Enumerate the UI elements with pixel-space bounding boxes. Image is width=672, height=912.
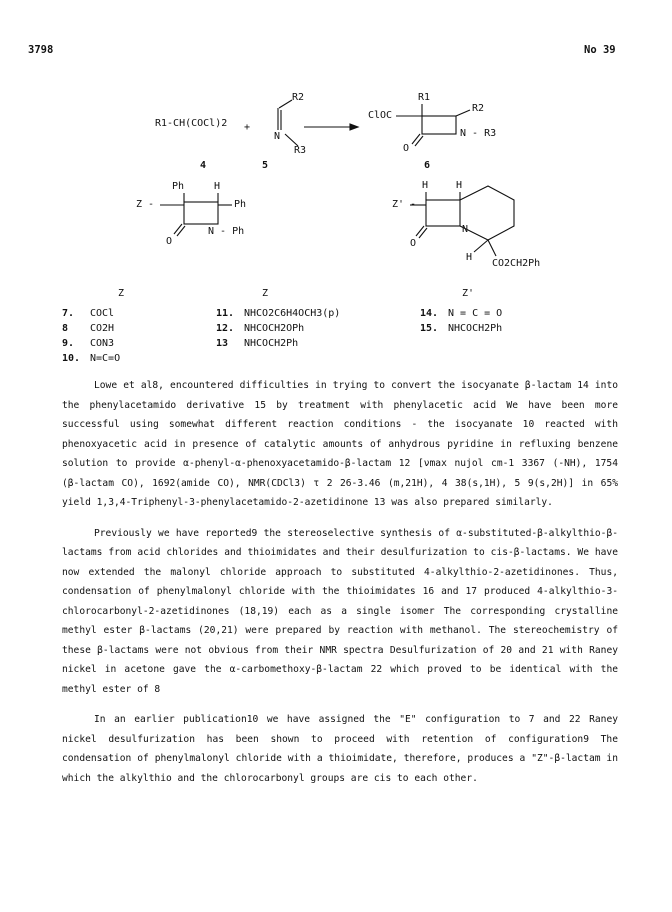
reaction-schemes: [0, 0, 672, 376]
paragraph-2: Previously we have reported9 the stereoselective synthesis of α-substituted-β-alkylthio-β-lactams from acid chlorides and thioimidates and their desulfurization to cis-β-lactams. We have now extended the malonyl chloride approach to substituted 4-alkylthio-2-azetidinones. Thus, condensation of phenylmalonyl chloride with the thioimidates 16 and 17 produced 4-alkylthio-3-chlorocarbonyl-2-azetidinones (18,19) each as a single isomer The corresponding crystalline methyl ester β-lactams (20,21) were prepared by reaction with methanol. The stereochemistry of these β-lactams were not obvious from their NMR spectra Desulfurization of 20 and 21 with Raney nickel in acetone gave the α-carbomethoxy-β-lactam 22 which proved to be identical with the methyl ester of 8: [62, 527, 618, 695]
h-label-right-3: H: [466, 252, 473, 263]
n-label-right: N: [462, 224, 469, 235]
ph-label-1: Ph: [172, 181, 185, 192]
piperidine-ring: [460, 186, 514, 240]
list-item: 13 NHCOCH2Ph: [216, 338, 299, 349]
compound-label-4: 4: [200, 160, 207, 171]
list-item: 10. N=C=O: [62, 353, 121, 364]
h-label-right-1: H: [422, 180, 429, 191]
o-label-left: O: [166, 236, 173, 247]
o-label-right: O: [410, 238, 417, 249]
h-label: H: [214, 181, 221, 192]
ph-label-2: Ph: [234, 199, 247, 210]
page-number: 3798: [28, 44, 54, 56]
o-label: O: [403, 143, 410, 154]
compound-label-5: 5: [262, 160, 269, 171]
r3-label: R3: [294, 145, 307, 156]
ester-label: CO2CH2Ph: [492, 258, 541, 269]
n-ph-label: N - Ph: [208, 226, 245, 237]
h-label-right-2: H: [456, 180, 463, 191]
list-item: 15. NHCOCH2Ph: [420, 323, 503, 334]
list-item: 8 CO2H: [62, 323, 115, 334]
z-prime-label: Z' -: [392, 199, 417, 210]
table-header-z-prime: Z': [462, 288, 475, 299]
list-item: 14. N = C = O: [420, 308, 503, 319]
compound-label-6: 6: [424, 160, 431, 171]
paragraph-3: In an earlier publication10 we have assigned the "E" configuration to 7 and 22 Raney nickel desulfurization has been shown to proceed with retention of configuration9 The condensation of phenylmalonyl chloride with a thioimidate, therefore, produces a "Z"-β-lactam in which the alkylthio and the chlorocarbonyl groups are cis to each other.: [62, 714, 618, 784]
list-item: 11. NHCO2C6H4OCH3(p): [216, 308, 341, 319]
reactant-4: R1-CH(COCl)2: [155, 118, 228, 129]
list-item: 7. COCl: [62, 308, 115, 319]
paragraph-1: Lowe et al8, encountered difficulties in trying to convert the isocyanate β-lactam 14 into the phenylacetamido derivative 15 by treatment with phenylacetic acid We have been more successful using somewhat different reaction conditions - the isocyanate 10 reacted with phenoxyacetic acid in presence of catalytic amounts of anhydrous pyridine in refluxing benzene solution to provide α-phenyl-α-phenoxyacetamido-β-lactam 12 [νmax nujol cm-1 3367 (-NH), 1754 (β-lactam CO), 1692(amide CO), NMR(CDCl3) τ 2 26-3.46 (m,21H), 4 38(s,1H), 5 9(s,2H)] in 65% yield 1,3,4-Triphenyl-3-phenylacetamido-2-azetidinone 13 was also prepared similarly.: [62, 380, 618, 508]
cloc-label: ClOC: [368, 110, 393, 121]
z-label: Z -: [136, 199, 155, 210]
article-body: [62, 376, 618, 788]
table-header-z-1: Z: [118, 288, 125, 299]
journal-issue: No 39: [584, 44, 616, 56]
beta-lactam-ring-right: [426, 200, 460, 226]
n-r3-label: N - R3: [460, 128, 497, 139]
r1-label: R1: [418, 92, 431, 103]
list-item: 12. NHCOCH2OPh: [216, 323, 305, 334]
r2-label: R2: [292, 92, 305, 103]
plus-sign: +: [244, 122, 251, 133]
list-item: 9. CON3: [62, 338, 115, 349]
beta-lactam-ring-left: [184, 202, 218, 224]
beta-lactam-ring-6: [422, 116, 456, 134]
n-label: N: [274, 131, 281, 142]
table-header-z-2: Z: [262, 288, 269, 299]
r2-product-label: R2: [472, 103, 485, 114]
